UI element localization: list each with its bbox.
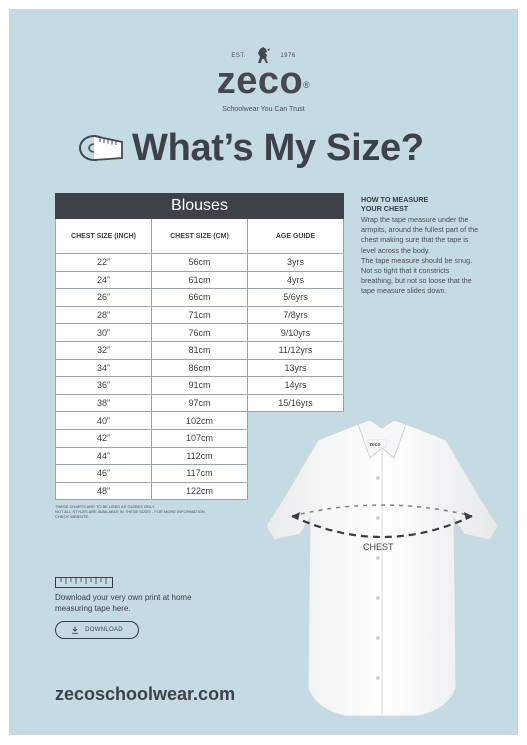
shirt-label-text: zeco xyxy=(369,442,381,448)
blouse-illustration xyxy=(258,418,506,728)
table-cell: 42” xyxy=(56,429,152,447)
note-line: NOT ALL STYLES ARE AVAILABLE IN THESE SIZES - FOR MORE INFORMATION xyxy=(55,509,205,515)
table-row xyxy=(56,289,344,307)
table-cell: 76cm xyxy=(152,324,248,342)
column-header: AGE GUIDE xyxy=(248,219,344,254)
table-cell: 22” xyxy=(56,254,152,272)
how-to-heading: HOW TO MEASURE YOUR CHEST xyxy=(361,195,429,213)
table-cell: 91cm xyxy=(152,377,248,395)
table-cell: 14yrs xyxy=(248,377,344,395)
table-cell: 9/10yrs xyxy=(248,324,344,342)
table-cell: 3yrs xyxy=(248,254,344,272)
table-cell: 86cm xyxy=(152,359,248,377)
ruler-icon xyxy=(55,577,113,588)
tagline: Schoolwear You Can Trust xyxy=(222,106,305,113)
table-row xyxy=(56,377,344,395)
table-cell: 122cm xyxy=(152,482,248,500)
chest-label: CHEST xyxy=(363,542,394,552)
table-cell: 38” xyxy=(56,394,152,412)
table-cell: 71cm xyxy=(152,306,248,324)
column-header: CHEST SIZE (INCH) xyxy=(56,219,152,254)
download-description: Download your very own print at home measuring tape here. xyxy=(55,593,192,613)
table-cell: 30” xyxy=(56,324,152,342)
tape-measure-icon xyxy=(76,128,126,168)
download-button[interactable] xyxy=(55,621,139,639)
download-button-label: DOWNLOAD xyxy=(85,627,123,633)
table-cell: 107cm xyxy=(152,429,248,447)
table-cell: 7/8yrs xyxy=(248,306,344,324)
table-row xyxy=(56,324,344,342)
table-cell: 56cm xyxy=(152,254,248,272)
table-row xyxy=(56,359,344,377)
page-title: What’s My Size? xyxy=(132,126,424,169)
table-cell: 44” xyxy=(56,447,152,465)
table-row xyxy=(56,271,344,289)
est-text: EST. xyxy=(231,52,246,59)
table-title: Blouses xyxy=(56,194,344,219)
table-cell: 36” xyxy=(56,377,152,395)
table-cell: 102cm xyxy=(152,412,248,430)
table-cell: 34” xyxy=(56,359,152,377)
table-header-row xyxy=(56,219,344,254)
table-row xyxy=(56,306,344,324)
table-cell: 28” xyxy=(56,306,152,324)
headline-row xyxy=(76,124,424,172)
year-text: 1976 xyxy=(280,52,296,59)
table-cell: 11/12yrs xyxy=(248,341,344,359)
registered-mark: ® xyxy=(303,80,311,90)
table-cell: 4yrs xyxy=(248,271,344,289)
table-cell: 81cm xyxy=(152,341,248,359)
logo-wordmark: zeco xyxy=(216,60,304,102)
table-cell: 97cm xyxy=(152,394,248,412)
table-notes xyxy=(55,504,255,520)
table-cell: 117cm xyxy=(152,465,248,483)
how-to-measure xyxy=(361,195,481,297)
table-cell: 40” xyxy=(56,412,152,430)
website-url[interactable]: zecoschoolwear.com xyxy=(55,684,236,704)
how-to-paragraph: Wrap the tape measure under the armpits, around the fullest part of the chest making sure that the tape is level across the body. xyxy=(361,215,479,255)
table-cell: 61cm xyxy=(152,271,248,289)
table-row xyxy=(56,254,344,272)
table-cell: 24” xyxy=(56,271,152,289)
table-cell: 15/16yrs xyxy=(248,394,344,412)
table-row xyxy=(56,341,344,359)
how-to-paragraph: The tape measure should be snug. Not so tight that it constricts breathing, but not so loose that the tape measure slides down. xyxy=(361,255,473,296)
table-cell: 46” xyxy=(56,465,152,483)
download-icon xyxy=(71,626,79,634)
table-cell: 26” xyxy=(56,289,152,307)
note-line: THESE CHARTS ARE TO BE USED AS GUIDES ONLY. xyxy=(55,504,156,509)
table-cell: 13yrs xyxy=(248,359,344,377)
column-header: CHEST SIZE (CM) xyxy=(152,219,248,254)
table-cell: 32” xyxy=(56,341,152,359)
table-row xyxy=(56,394,344,412)
table-cell: 5/6yrs xyxy=(248,289,344,307)
table-cell: 66cm xyxy=(152,289,248,307)
note-line: CHECK WEBSITE. xyxy=(55,514,90,520)
table-cell: 112cm xyxy=(152,447,248,465)
zeco-logo xyxy=(0,62,527,100)
table-cell: 48” xyxy=(56,482,152,500)
